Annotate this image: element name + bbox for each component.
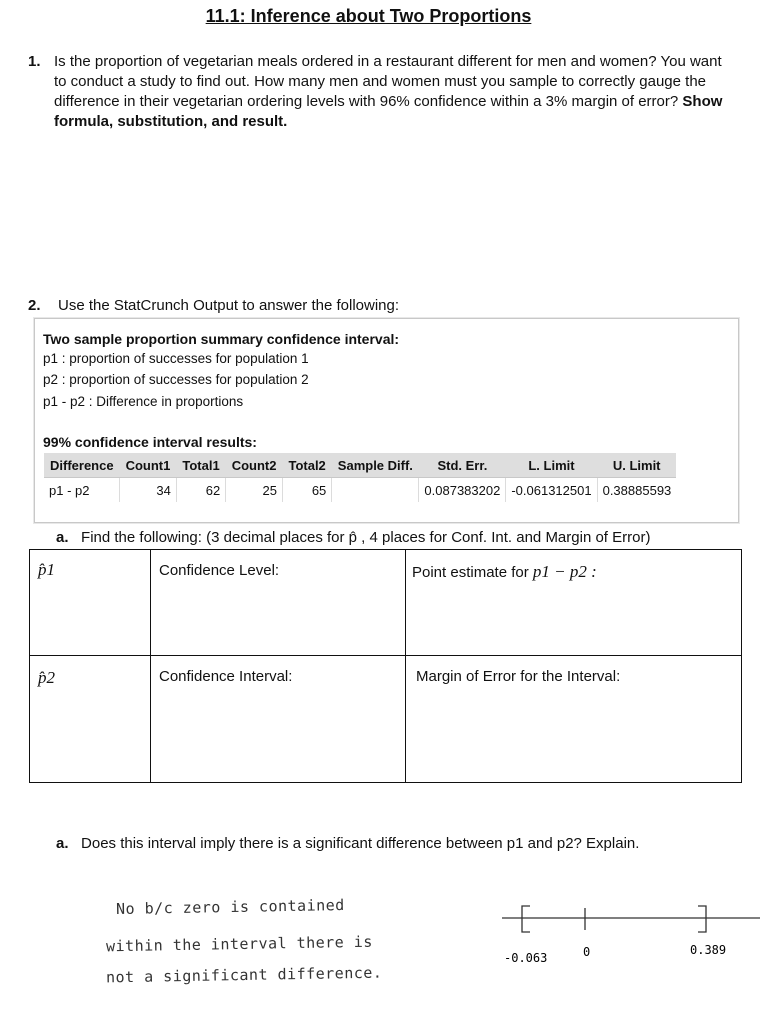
part-b-text: Does this interval imply there is a significant difference between p1 and p2? Explain. bbox=[81, 835, 640, 852]
question-1-text bbox=[54, 52, 734, 132]
column-header: Total2 bbox=[282, 453, 331, 478]
question-1-body: Is the proportion of vegetarian meals ordered in a restaurant different for men and women? You want to conduct a study to find out. How many men and women must you sample to correctly gauge the difference in their vegetarian ordering levels with 96% confidence within a 3% margin of error? bbox=[54, 53, 722, 110]
question-2 bbox=[28, 296, 728, 316]
cell-u-limit: 0.38885593 bbox=[602, 482, 672, 498]
grid-divider bbox=[405, 550, 406, 782]
column-header: Difference bbox=[44, 453, 120, 478]
number-line-low-label: -0.063 bbox=[504, 951, 548, 965]
column-header: Total1 bbox=[176, 453, 225, 478]
results-table bbox=[44, 453, 676, 502]
part-b-label: a. bbox=[56, 835, 69, 852]
cell-std-err: 0.087383202 bbox=[419, 478, 506, 503]
part-b bbox=[56, 835, 639, 852]
answer-grid bbox=[29, 549, 742, 783]
point-estimate-text: Point estimate for bbox=[412, 564, 529, 581]
question-1-instruction: Show formula, substitution, and result. bbox=[54, 93, 723, 130]
question-1 bbox=[28, 52, 728, 130]
cell-count1: 34 bbox=[120, 478, 177, 503]
p2-hat-label: p̂2 bbox=[38, 668, 55, 687]
confidence-level-label: Confidence Level: bbox=[159, 562, 280, 579]
page-title: 11.1: Inference about Two Proportions bbox=[205, 6, 532, 26]
cell-total1: 62 bbox=[176, 478, 225, 503]
question-2-number: 2. bbox=[28, 297, 41, 314]
column-header: U. Limit bbox=[597, 453, 676, 478]
interval-right-bracket bbox=[698, 906, 706, 932]
p1-hat-label: p̂1 bbox=[38, 560, 55, 579]
confidence-interval-label: Confidence Interval: bbox=[159, 668, 293, 685]
column-header: L. Limit bbox=[506, 453, 597, 478]
number-line-high-label: 0.389 bbox=[690, 943, 727, 957]
column-header: Count1 bbox=[120, 453, 177, 478]
point-estimate-label bbox=[412, 562, 597, 582]
definition-p2: p2 : proportion of successes for population 2 bbox=[43, 372, 309, 387]
number-line-zero-label: 0 bbox=[583, 945, 591, 959]
interval-left-bracket bbox=[522, 906, 530, 932]
margin-of-error-label: Margin of Error for the Interval: bbox=[416, 668, 621, 685]
cell-count2: 25 bbox=[226, 478, 283, 503]
table-row bbox=[44, 478, 676, 503]
definition-p1: p1 : proportion of successes for population 1 bbox=[43, 351, 309, 366]
column-header: Std. Err. bbox=[419, 453, 506, 478]
output-heading: Two sample proportion summary confidence interval: bbox=[43, 331, 400, 347]
results-heading: 99% confidence interval results: bbox=[43, 434, 257, 450]
part-a-label: a. bbox=[56, 529, 69, 546]
handwritten-answer-line: No b/c zero is contained bbox=[115, 896, 345, 918]
definition-difference: p1 - p2 : Difference in proportions bbox=[43, 394, 244, 409]
column-header: Sample Diff. bbox=[332, 453, 419, 478]
handwritten-answer-line: within the interval there is bbox=[105, 932, 374, 956]
statcrunch-output bbox=[34, 318, 739, 523]
part-a bbox=[56, 529, 650, 546]
cell-difference: p1 - p2 bbox=[44, 478, 120, 503]
number-line-sketch bbox=[490, 890, 770, 980]
grid-divider bbox=[150, 550, 151, 782]
cell-total2: 65 bbox=[282, 478, 331, 503]
part-a-text: Find the following: (3 decimal places for p̂ , 4 places for Conf. Int. and Margin of Error) bbox=[81, 529, 651, 546]
cell-sample-diff bbox=[332, 478, 419, 503]
column-header: Count2 bbox=[226, 453, 283, 478]
grid-divider bbox=[30, 655, 741, 656]
question-2-text: Use the StatCrunch Output to answer the following: bbox=[58, 297, 400, 314]
point-estimate-expr: p1 − p2 : bbox=[532, 562, 597, 581]
cell-l-limit: -0.061312501 bbox=[506, 478, 597, 503]
table-header-row bbox=[44, 453, 676, 478]
handwritten-answer-line: not a significant difference. bbox=[105, 963, 383, 987]
question-1-number: 1. bbox=[28, 53, 41, 70]
